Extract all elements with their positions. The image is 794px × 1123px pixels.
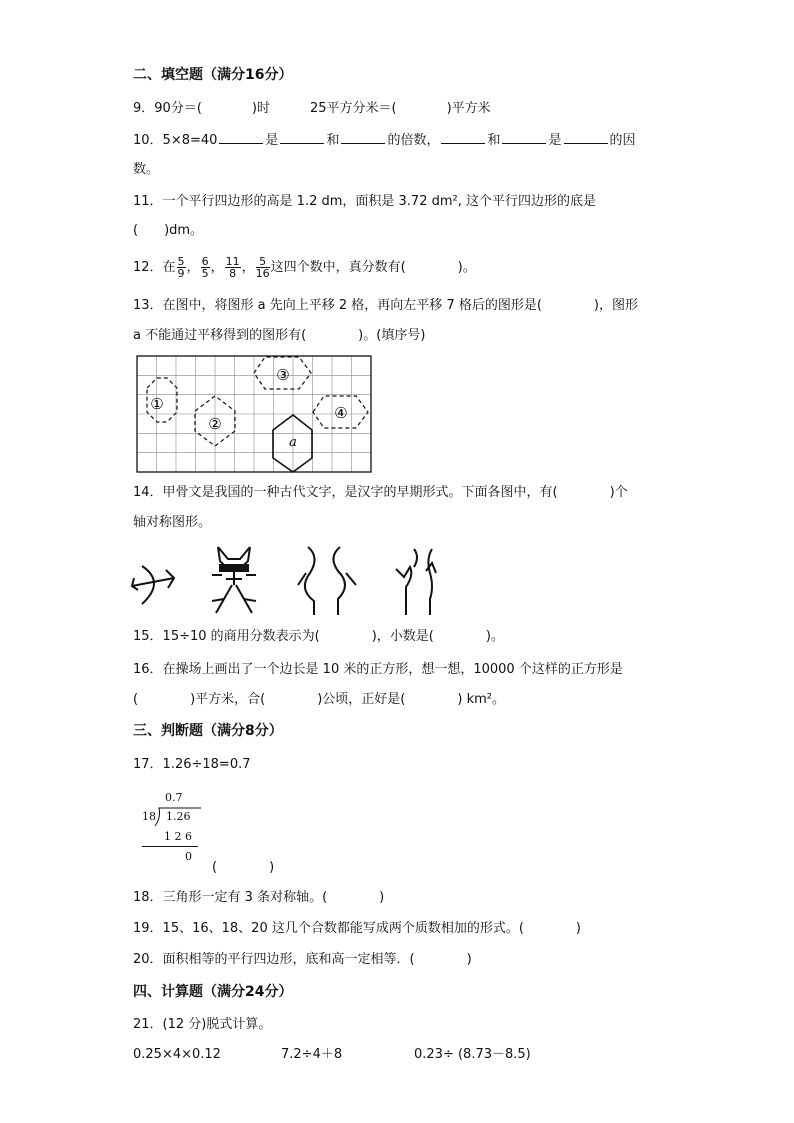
question-14: 14．甲骨文是我国的一种古代文字，是汉字的早期形式。下面各图中，有( )个 [133, 485, 628, 500]
label-4: ④ [334, 404, 348, 422]
question-10: 10．5×8=40 是 和 的倍数， 和 是 的因 [133, 133, 636, 148]
section-2-title: 二、填空题（满分16分） [133, 67, 293, 83]
question-17-answer: ( ) [212, 860, 275, 875]
division-remainder: 0 [185, 850, 192, 863]
division-quotient: 0.7 [165, 791, 183, 804]
question-21: 21．(12 分)脱式计算。 [133, 1017, 272, 1032]
division-dividend: 1.26 [166, 810, 191, 823]
question-10-cont: 数。 [133, 162, 160, 177]
question-18: 18．三角形一定有 3 条对称轴。( ) [133, 890, 385, 905]
division-divisor: 18 [142, 810, 156, 823]
question-16-cont: ( )平方米，合( )公顷，正好是( ) km²。 [133, 692, 505, 707]
question-17: 17．1.26÷18=0.7 [133, 757, 251, 772]
question-16: 16．在操场上画出了一个边长是 10 米的正方形，想一想，10000 个这样的正方形是 [133, 662, 623, 677]
fraction-1: $\frac{5}{9}$ [177, 255, 185, 280]
label-1: ① [150, 395, 164, 413]
expression-3: 0.23÷ (8.73－8.5) [414, 1047, 531, 1062]
question-20: 20．面积相等的平行四边形，底和高一定相等．( ) [133, 952, 472, 967]
label-3: ③ [276, 366, 290, 384]
question-9: 9．90分＝( )时 25平方分米＝( )平方米 [133, 101, 491, 116]
oracle-glyph-curves [296, 545, 358, 617]
oracle-glyph-bow-arrow [128, 560, 180, 610]
oracle-glyph-animal [208, 545, 260, 615]
division-line [142, 846, 198, 847]
question-13-cont: a 不能通过平移得到的图形有( )。(填序号) [133, 328, 426, 343]
fraction-3: $\frac{11}{8}$ [225, 255, 240, 280]
division-subtrahend: 1 2 6 [164, 830, 192, 843]
question-11: 11．一个平行四边形的高是 1.2 dm，面积是 3.72 dm², 这个平行四边形的底是 [133, 194, 596, 209]
translation-grid-figure [137, 356, 371, 472]
question-15: 15．15÷10 的商用分数表示为( )，小数是( )。 [133, 629, 504, 644]
question-13: 13．在图中，将图形 a 先向上平移 2 格，再向左平移 7 格后的图形是( )，图形 [133, 298, 638, 313]
section-3-title: 三、判断题（满分8分） [133, 723, 283, 739]
label-a: a [289, 435, 297, 450]
question-14-cont: 轴对称图形。 [133, 515, 212, 530]
question-19: 19．15、16、18、20 这几个合数都能写成两个质数相加的形式。( ) [133, 921, 581, 936]
question-11-cont: ( )dm。 [133, 223, 204, 238]
question-12: 12．在 $\frac{5}{9}$ ， $\frac{6}{5}$ ， $\frac{11}{8}$ ， $\frac{5}{16}$ 这四个数中，真分数有( )。 [133, 255, 476, 280]
expression-1: 0.25×4×0.12 [133, 1047, 221, 1062]
oracle-glyph-waves [390, 547, 446, 617]
fraction-2: $\frac{6}{5}$ [201, 255, 209, 280]
label-2: ② [208, 415, 222, 433]
section-4-title: 四、计算题（满分24分） [133, 984, 293, 1000]
expression-2: 7.2÷4＋8 [281, 1047, 343, 1062]
fraction-4: $\frac{5}{16}$ [255, 255, 270, 280]
